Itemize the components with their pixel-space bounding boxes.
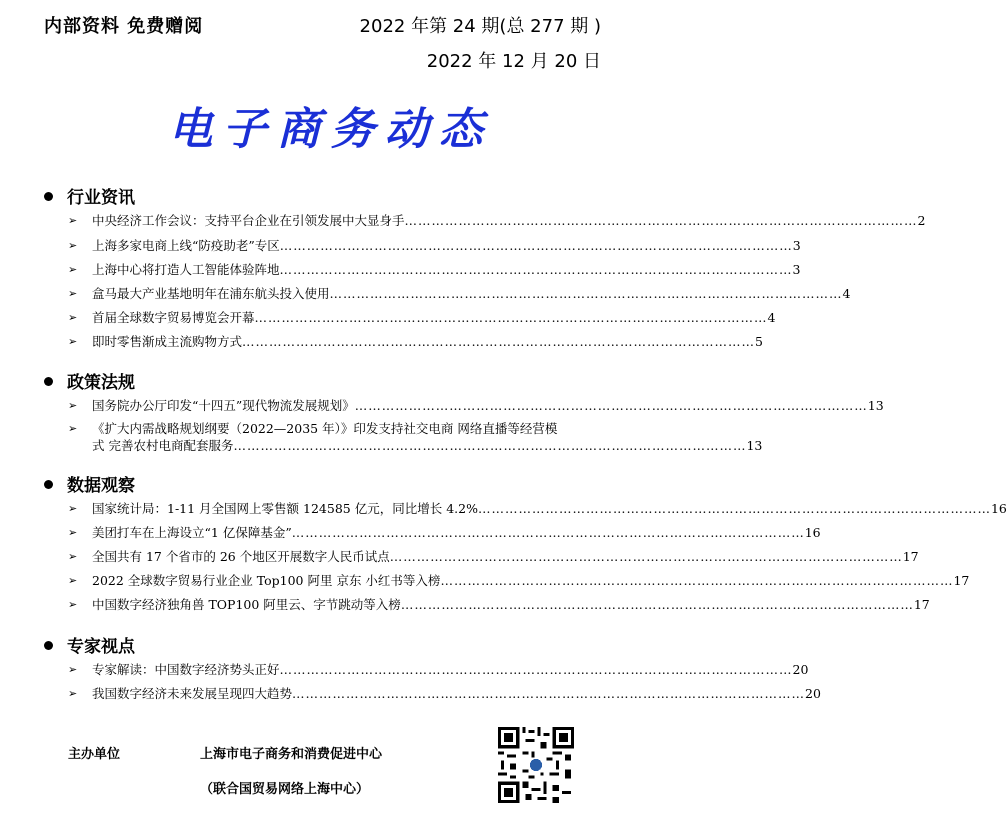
arrow-icon: ➢ bbox=[68, 687, 78, 700]
arrow-icon: ➢ bbox=[68, 663, 78, 676]
arrow-icon: ➢ bbox=[68, 287, 78, 300]
arrow-icon: ➢ bbox=[68, 550, 78, 563]
arrow-icon: ➢ bbox=[68, 526, 78, 539]
sponsor-label: 主办单位 bbox=[68, 747, 121, 762]
arrow-icon: ➢ bbox=[68, 239, 78, 252]
arrow-icon: ➢ bbox=[68, 311, 78, 324]
arrow-icon: ➢ bbox=[68, 399, 78, 412]
arrow-icon: ➢ bbox=[68, 214, 78, 227]
toc-item[interactable]: ➢ 《扩大内需战略规划纲要（2022—2035 年）》印发支持社交电商 网络直播等经营模 式 完善农村电商配套服务 …………………………………………………………………………………………………… 13 bbox=[68, 421, 763, 453]
issue-date: 2022 年 12 月 20 日 bbox=[426, 51, 601, 72]
section-title: 行业资讯 bbox=[44, 183, 135, 208]
arrow-icon: ➢ bbox=[68, 422, 78, 435]
arrow-icon: ➢ bbox=[68, 335, 78, 348]
qr-code-icon bbox=[498, 727, 574, 803]
section-title: 专家视点 bbox=[44, 632, 135, 657]
bullet-icon bbox=[44, 192, 53, 201]
issue-number: 2022 年第 24 期(总 277 期 ) bbox=[359, 16, 601, 37]
arrow-icon: ➢ bbox=[68, 502, 78, 515]
arrow-icon: ➢ bbox=[68, 598, 78, 611]
section-title: 政策法规 bbox=[44, 368, 135, 393]
masthead-title: 电子商务动态 bbox=[168, 104, 493, 155]
sponsor-org-sub: （联合国贸易网络上海中心） bbox=[200, 782, 370, 797]
bullet-icon bbox=[44, 641, 53, 650]
sponsor-org: 上海市电子商务和消费促进中心 bbox=[200, 747, 383, 762]
bullet-icon bbox=[44, 377, 53, 386]
section-title: 数据观察 bbox=[44, 471, 135, 496]
header-left: 内部资料 免费赠阅 bbox=[44, 16, 204, 37]
arrow-icon: ➢ bbox=[68, 574, 78, 587]
arrow-icon: ➢ bbox=[68, 263, 78, 276]
bullet-icon bbox=[44, 480, 53, 489]
